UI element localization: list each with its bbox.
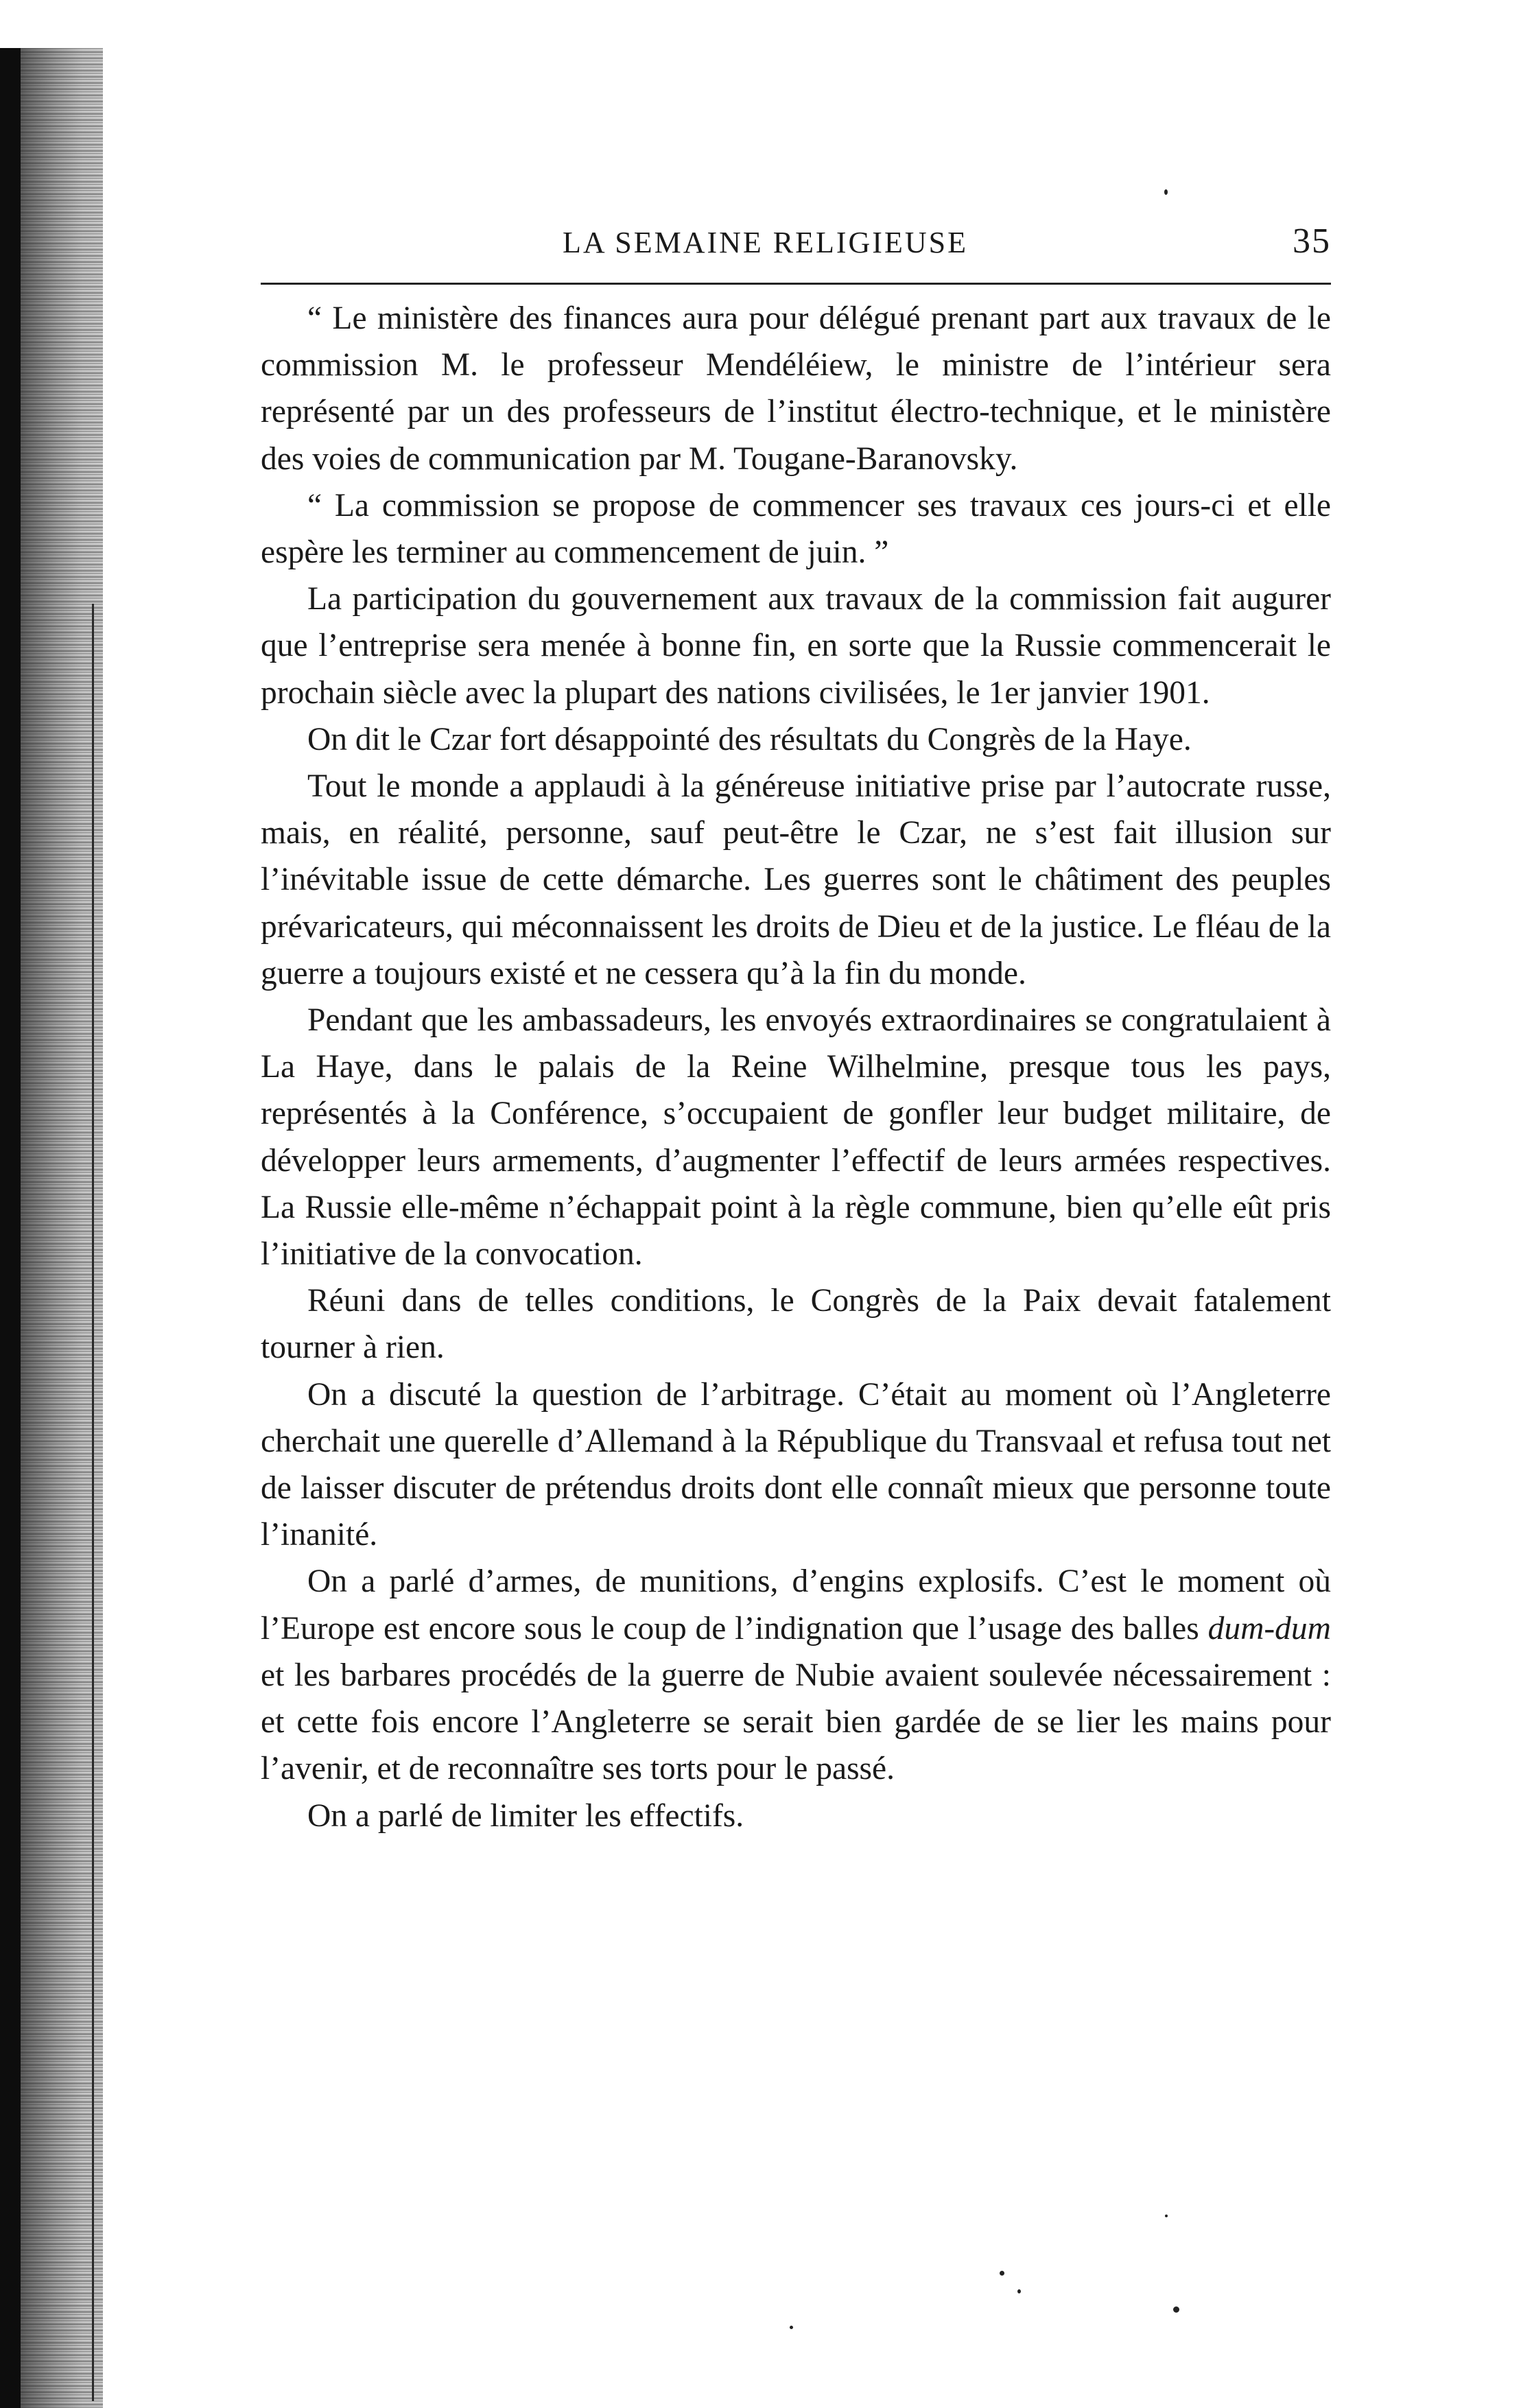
paragraph: Pendant que les ambassadeurs, les envoyés extraordinaires se congratulaient à La Haye, dans le palais de la Reine Wilhelmine, presque tous les pays, représentés à la Conférence, s’occupaient de gonfler leur budget militaire, de développer leurs armements, d’augmenter l’effectif de leurs armées respectives. La Russie elle-même n’échappait point à la règle commune, bien qu’elle eût pris l’initiative de la convocation. (261, 1002, 1331, 1273)
scan-speck (1000, 2271, 1004, 2276)
header-rule (261, 283, 1331, 285)
paragraph: La participation du gouvernement aux travaux de la commission fait augurer que l’entreprise sera menée à bonne fin, en sorte que la Russie commencerait le prochain siècle avec la plupart des nations civilisées, le 1er janvier 1901. (261, 581, 1331, 711)
scan-speck (1173, 2306, 1179, 2313)
running-head (261, 221, 1331, 262)
scan-speck (1165, 2215, 1168, 2217)
last-paragraph: On a parlé de limiter les effectifs. (307, 1797, 744, 1834)
running-title: LA SEMAINE RELIGIEUSE (563, 226, 968, 259)
scan-speck (1164, 189, 1168, 195)
scan-speck (1017, 2289, 1021, 2293)
paragraph-with-emphasis (261, 1558, 1331, 1792)
paragraph: “ La commission se propose de commencer ses travaux ces jours-ci et elle espère les terminer au commencement de juin. ” (261, 487, 1331, 571)
paragraph: On dit le Czar fort désappointé des résultats du Congrès de la Haye. (307, 721, 1192, 757)
scan-speck (790, 2326, 793, 2329)
paragraph: Réuni dans de telles conditions, le Congrès de la Paix devait fatalement tourner à rien. (261, 1283, 1331, 1366)
book-spine-line (92, 604, 94, 2401)
paragraph-text-before: On a parlé d’armes, de munitions, d’engins explosifs. C’est le moment où l’Europe est encore sous le coup de l’indignation que l’usage des balles (261, 1563, 1331, 1646)
paragraph: Tout le monde a applaudi à la généreuse initiative prise par l’autocrate russe, mais, en réalité, personne, sauf peut-être le Czar, ne s’est fait illusion sur l’inévitable issue de cette démarche. Les guerres sont le châtiment des peuples prévaricateurs, qui méconnaissent les droits de Dieu et de la justice. Le fléau de la guerre a toujours existé et ne cessera qu’à la fin du monde. (261, 768, 1331, 991)
body-text (261, 295, 1331, 1839)
paragraph: “ Le ministère des finances aura pour délégué prenant part aux travaux de le commission M. le professeur Mendéléiew, le ministre de l’intérieur sera représenté par un des professeurs de l’institut électro-technique, et le ministère des voies de communication par M. Tougane-Baranovsky. (261, 300, 1331, 477)
emphasis-dum-dum: dum-dum (1207, 1610, 1331, 1646)
book-spine-shadow (0, 48, 21, 2408)
page-number: 35 (1293, 222, 1331, 261)
paragraph: On a discuté la question de l’arbitrage. C’était au moment où l’Angleterre cherchait une querelle d’Allemand à la République du Transvaal et refusa tout net de laisser discuter de prétendus droits dont elle connaît mieux que personne toute l’inanité. (261, 1376, 1331, 1553)
paragraph-text-after: et les barbares procédés de la guerre de Nubie avaient soulevée nécessairement : et cette fois encore l’Angleterre se serait bien gardée de se lier les mains pour l’avenir, et de reconnaître ses torts pour le passé. (261, 1657, 1331, 1787)
